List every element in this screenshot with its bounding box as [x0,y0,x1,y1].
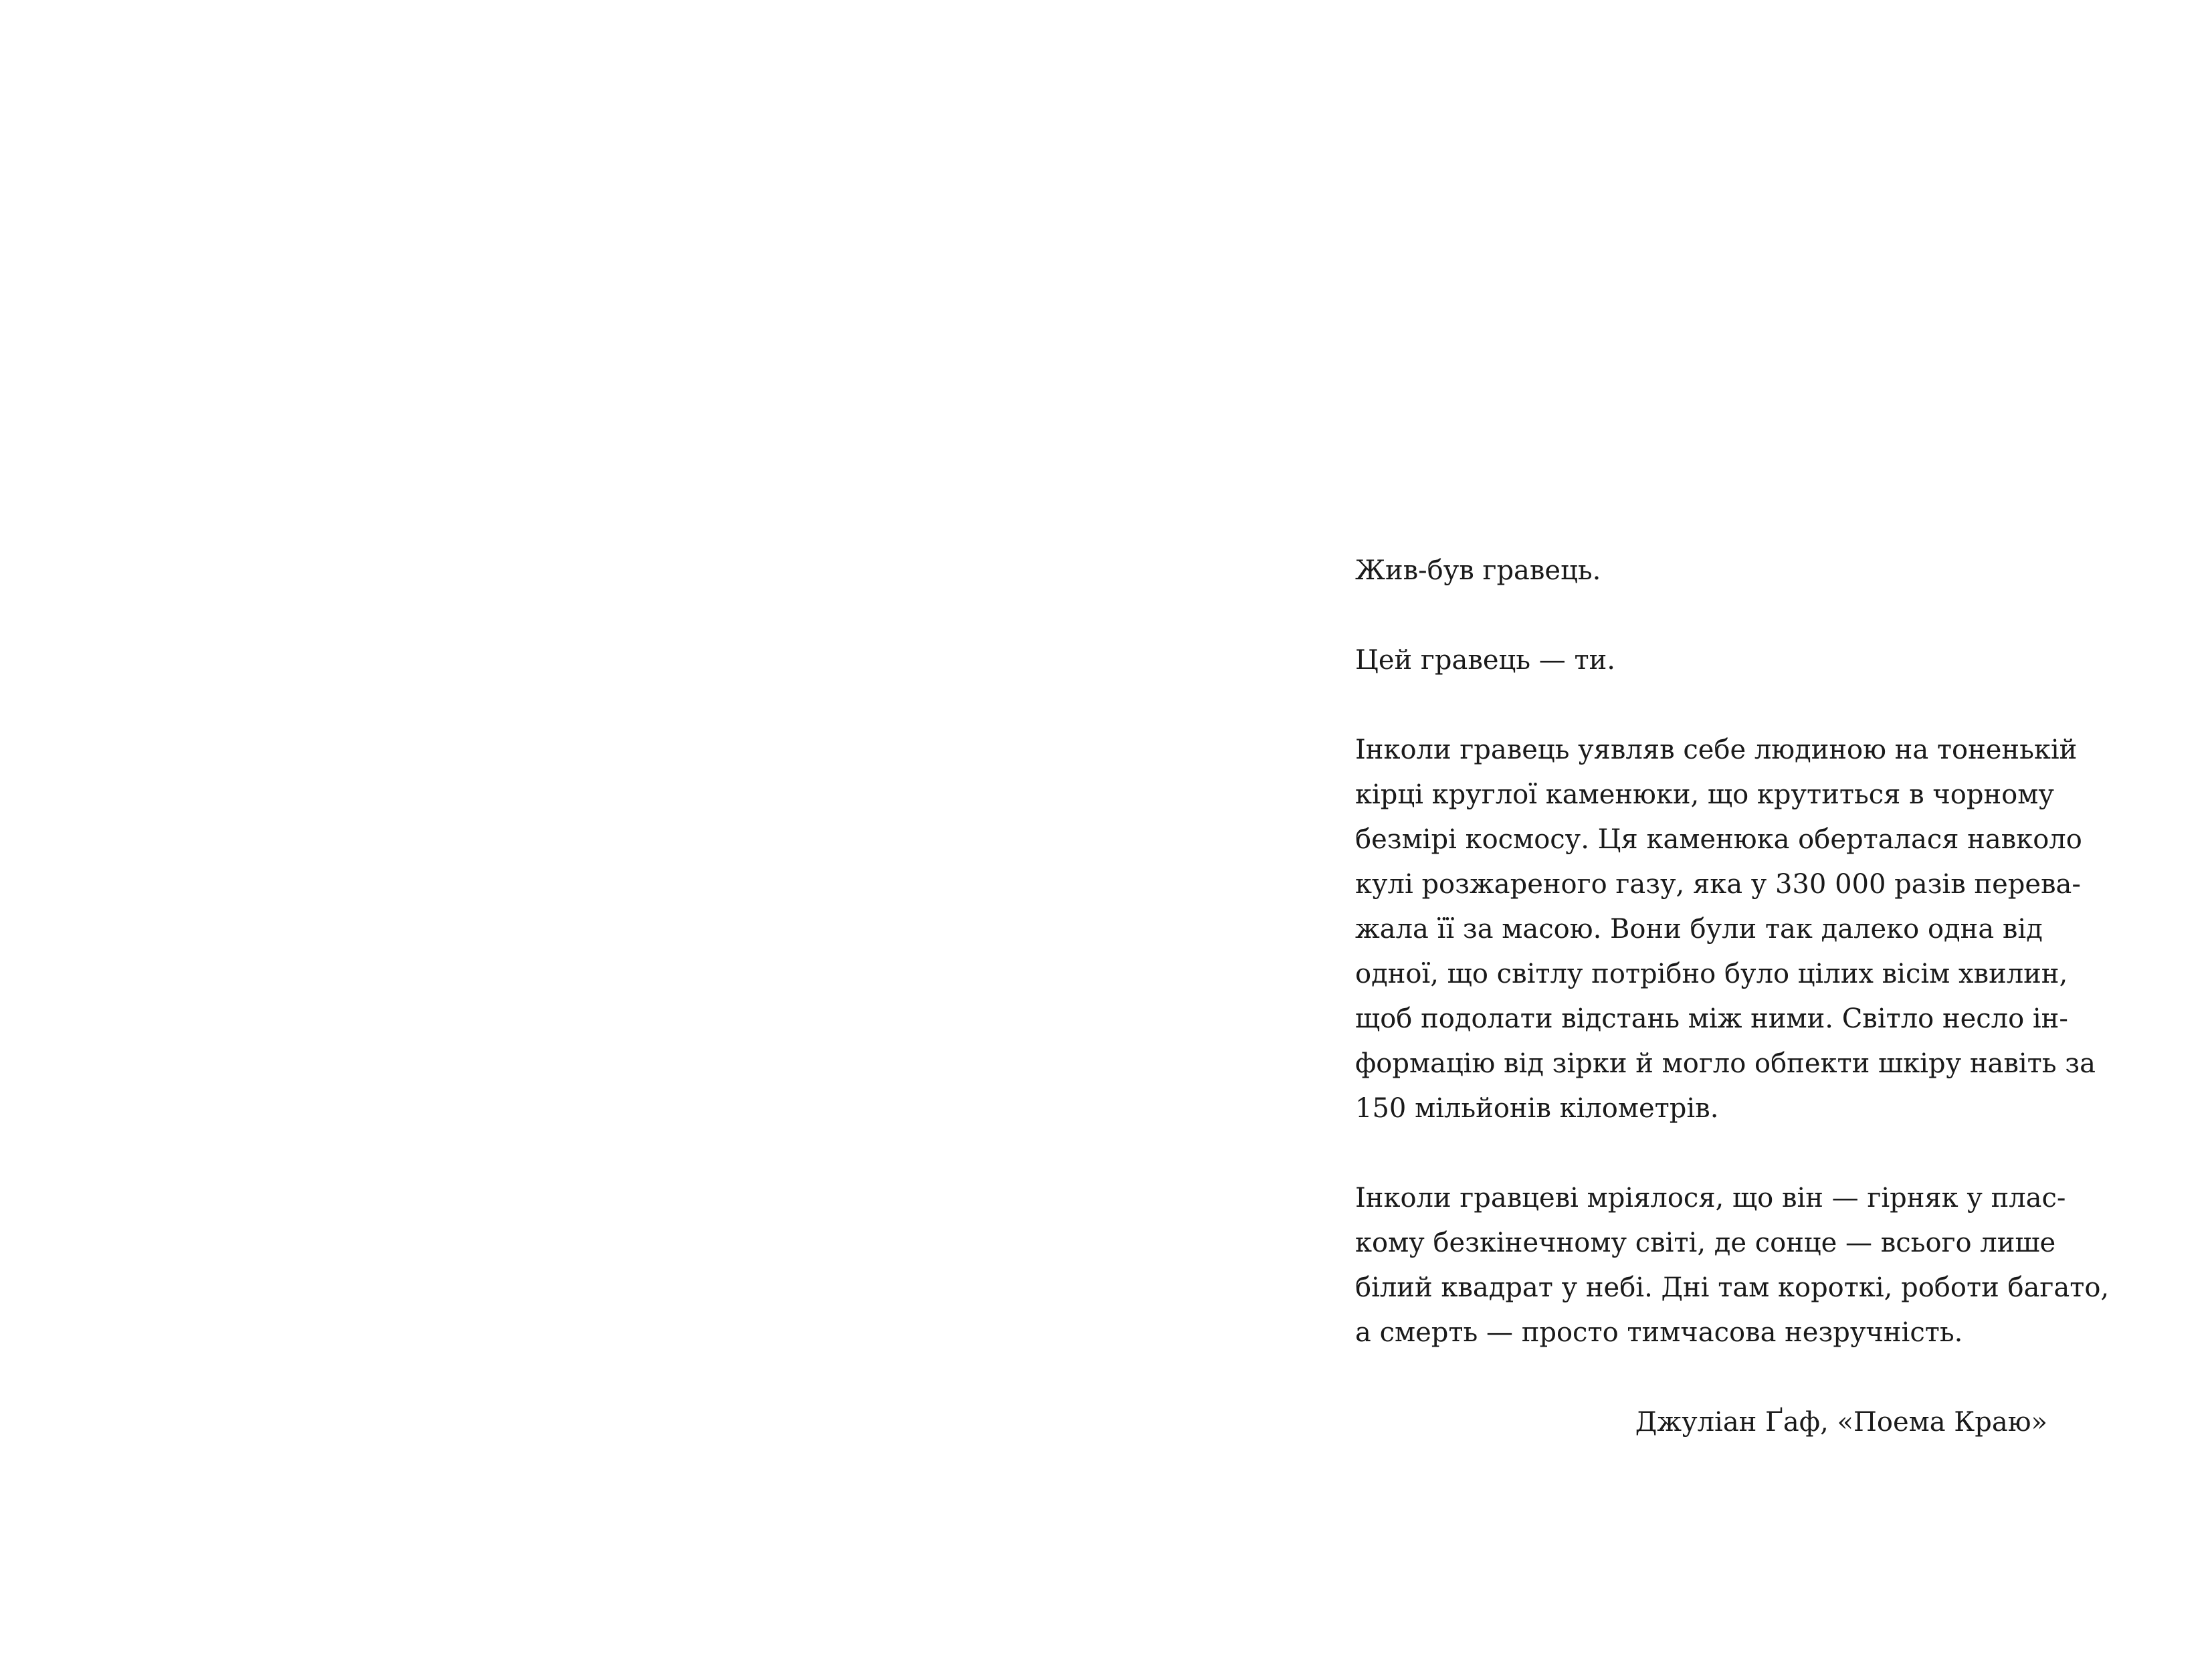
text-line: а смерть — просто тимчасова незручність. [1355,1317,1963,1348]
epigraph-text [1355,549,2110,1445]
right-page [1106,0,2212,1659]
paragraph-1 [1355,549,2047,593]
text-line: кулі розжареного газу, яка у 330 000 разів перева- [1355,869,2081,900]
attribution: Джуліан Ґаф, «Поема Краю» [1635,1407,2047,1438]
text-line: 150 мільйонів кілометрів. [1355,1093,1719,1124]
text-line: білий квадрат у небі. Дні там короткі, роботи багато, [1355,1272,2110,1303]
paragraph-2 [1355,638,2047,683]
paragraph-4 [1355,1176,2110,1355]
text-line: Цей гравець — ти. [1355,645,1615,676]
text-line: кому безкінечному світі, де сонце — всього лише [1355,1228,2056,1258]
text-line: кірці круглої каменюки, що крутиться в чорному [1355,779,2054,810]
text-line: жала її за масою. Вони були так далеко одна від [1355,914,2043,945]
paragraph-3 [1355,728,2096,1131]
text-line: щоб подолати відстань між ними. Світло несло ін- [1355,1003,2068,1034]
text-line: формацію від зірки й могло обпекти шкіру навіть за [1355,1048,2096,1079]
text-line: безмірі космосу. Ця каменюка оберталася навколо [1355,824,2082,855]
text-line: одної, що світлу потрібно було цілих вісім хвилин, [1355,959,2068,989]
text-line: Жив-був гравець. [1355,555,1601,586]
text-line: Інколи гравцеві мріялося, що він — гірняк у плас- [1355,1183,2066,1213]
text-line: Інколи гравець уявляв себе людиною на тоненькій [1355,735,2078,765]
